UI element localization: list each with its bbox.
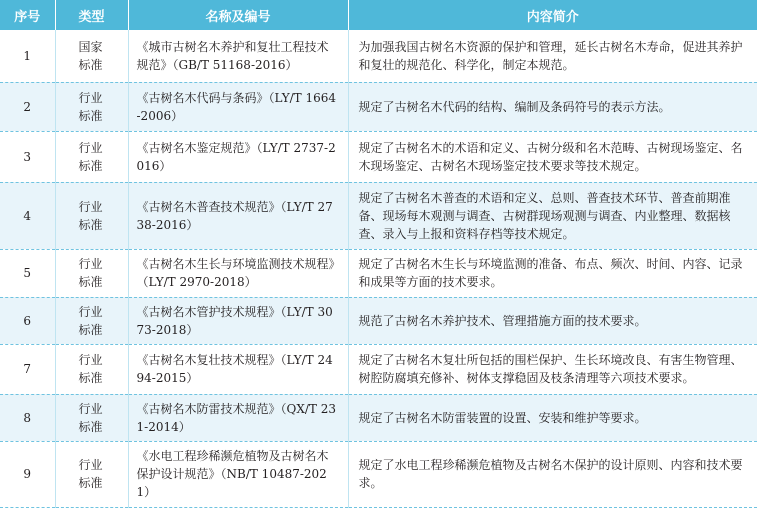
row-description: 规定了古树名木防雷装置的设置、安装和维护等要求。 <box>348 394 757 441</box>
table-row <box>0 249 757 297</box>
table-row <box>0 394 757 441</box>
row-type: 行业标准 <box>78 199 103 232</box>
row-index: 3 <box>0 131 55 182</box>
row-description: 规定了古树名木生长与环境监测的准备、布点、频次、时间、内容、记录和成果等方面的技术要求。 <box>348 249 757 297</box>
row-type: 行业标准 <box>78 257 103 289</box>
row-type: 行业标准 <box>78 140 103 173</box>
row-name: 《城市古树名木养护和复壮工程技术规范》（GB/T 51168-2016） <box>128 30 348 82</box>
table-row <box>0 344 757 394</box>
table-row <box>0 297 757 344</box>
table-row <box>0 30 757 82</box>
row-index: 7 <box>0 344 55 394</box>
row-description: 规定了古树名木的术语和定义、古树分级和名木范畴、古树现场鉴定、名木现场鉴定、古树名木现场鉴定技术要求等技术规定。 <box>348 131 757 182</box>
row-name: 《古树名木复壮技术规程》（LY/T 2494-2015） <box>128 344 348 394</box>
row-type: 国家标准 <box>78 39 103 72</box>
row-index: 5 <box>0 249 55 297</box>
row-name: 《古树名木鉴定规范》（LY/T 2737-2016） <box>128 131 348 182</box>
row-index: 8 <box>0 394 55 441</box>
header-type: 类型 <box>55 0 128 30</box>
table-row <box>0 441 757 507</box>
row-description: 为加强我国古树名木资源的保护和管理，延长古树名木寿命，促进其养护和复壮的规范化、科学化，制定本规范。 <box>348 30 757 82</box>
row-name: 《古树名木防雷技术规范》（QX/T 231-2014） <box>128 394 348 441</box>
table-header-row <box>0 0 757 30</box>
row-type: 行业标准 <box>78 458 103 490</box>
row-name: 《古树名木普查技术规范》（LY/T 2738-2016） <box>128 182 348 249</box>
row-description: 规定了古树名木复壮所包括的围栏保护、生长环境改良、有害生物管理、树腔防腐填充修补、树体支撑稳固及枝条清理等六项技术要求。 <box>348 344 757 394</box>
row-name: 《古树名木代码与条码》（LY/T 1664-2006） <box>128 82 348 131</box>
table-row <box>0 182 757 249</box>
row-name: 《水电工程珍稀濒危植物及古树名木保护设计规范》（NB/T 10487-2021） <box>128 441 348 507</box>
row-index: 9 <box>0 441 55 507</box>
header-index: 序号 <box>0 0 55 30</box>
row-type: 行业标准 <box>78 304 103 337</box>
row-name: 《古树名木生长与环境监测技术规程》（LY/T 2970-2018） <box>128 249 348 297</box>
row-index: 1 <box>0 30 55 82</box>
header-name: 名称及编号 <box>128 0 348 30</box>
row-description: 规定了水电工程珍稀濒危植物及古树名木保护的设计原则、内容和技术要求。 <box>348 441 757 507</box>
row-type: 行业标准 <box>78 401 103 434</box>
row-index: 6 <box>0 297 55 344</box>
row-description: 规定了古树名木代码的结构、编制及条码符号的表示方法。 <box>348 82 757 131</box>
table-row <box>0 82 757 131</box>
row-index: 4 <box>0 182 55 249</box>
row-name: 《古树名木管护技术规程》（LY/T 3073-2018） <box>128 297 348 344</box>
row-type: 行业标准 <box>78 353 103 385</box>
row-description: 规范了古树名木养护技术、管理措施方面的技术要求。 <box>348 297 757 344</box>
row-type: 行业标准 <box>78 90 103 123</box>
header-description: 内容简介 <box>348 0 757 30</box>
row-description: 规定了古树名木普查的术语和定义、总则、普查技术环节、普查前期准备、现场每木观测与调查、古树群现场观测与调查、内业整理、数据核查、录入与上报和资料存档等技术规定。 <box>348 182 757 249</box>
table-row <box>0 131 757 182</box>
row-index: 2 <box>0 82 55 131</box>
